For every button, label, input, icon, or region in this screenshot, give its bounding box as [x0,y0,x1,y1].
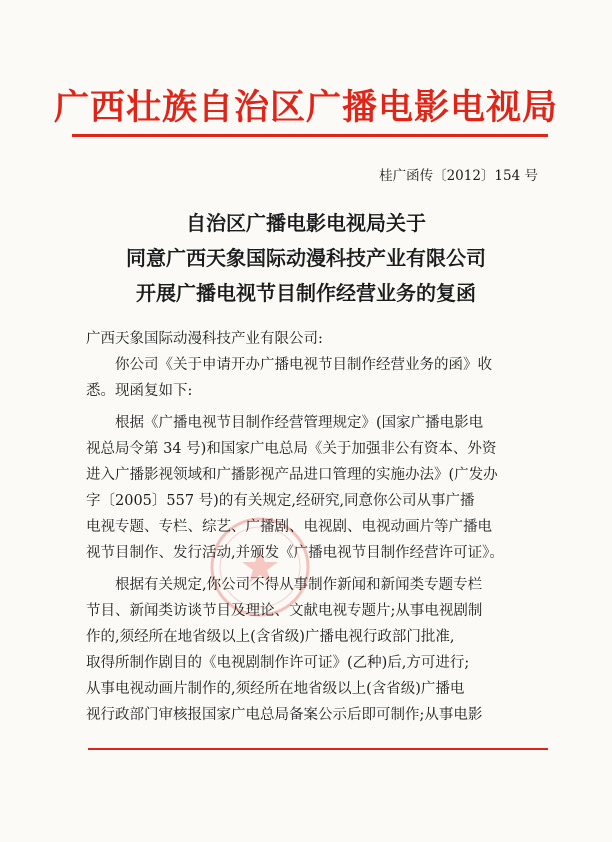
body-line: 作的,须经所在地省级以上(含省级)广播电视行政部门批准, [86,629,455,645]
document-title [40,206,572,311]
title-line-3: 开展广播电视节目制作经营业务的复函 [136,281,476,305]
body-line: 悉。现函复如下: [86,383,193,399]
salutation: 广西天象国际动漫科技产业有限公司: [86,331,323,347]
agency-letterhead: 广西壮族自治区广播电影电视局 [53,87,558,128]
body-line: 根据有关规定,你公司不得从事制作新闻和新闻类专题专栏 [86,577,483,593]
body-line: 从事电视动画片制作的,须经所在地省级以上(含省级)广播电 [86,681,465,697]
letter-body [86,326,548,728]
body-line: 字〔2005〕557 号)的有关规定,经研究,同意你公司从事广播 [86,493,475,509]
footer-red-rule [88,748,548,750]
body-line: 视节目制作、发行活动,并颁发《广播电视节目制作经营许可证》。 [86,545,504,561]
body-line: 电视专题、专栏、综艺、广播剧、电视剧、电视动画片等广播电 [86,519,492,535]
body-line: 你公司《关于申请开办广播电视节目制作经营业务的函》收 [86,357,492,373]
body-line: 视行政部门审核报国家广电总局备案公示后即可制作;从事电影 [86,707,483,723]
document-number: 桂广函传〔2012〕154 号 [379,168,538,184]
title-line-2: 同意广西天象国际动漫科技产业有限公司 [126,246,486,270]
body-line: 取得所制作剧目的《电视剧制作许可证》(乙种)后,方可进行; [86,655,470,671]
letterhead-red-rule [72,134,548,137]
body-line: 节目、新闻类访谈节目及理论、文献电视专题片;从事电视剧制 [86,603,483,619]
body-line: 进入广播影视领域和广播影视产品进口管理的实施办法》(广发办 [86,467,498,483]
body-line: 根据《广播电视节目制作经营管理规定》(国家广播电影电 [86,415,484,431]
body-line: 视总局令第 34 号)和国家广电总局《关于加强非公有资本、外资 [86,441,497,457]
title-line-1: 自治区广播电影电视局关于 [186,211,426,235]
